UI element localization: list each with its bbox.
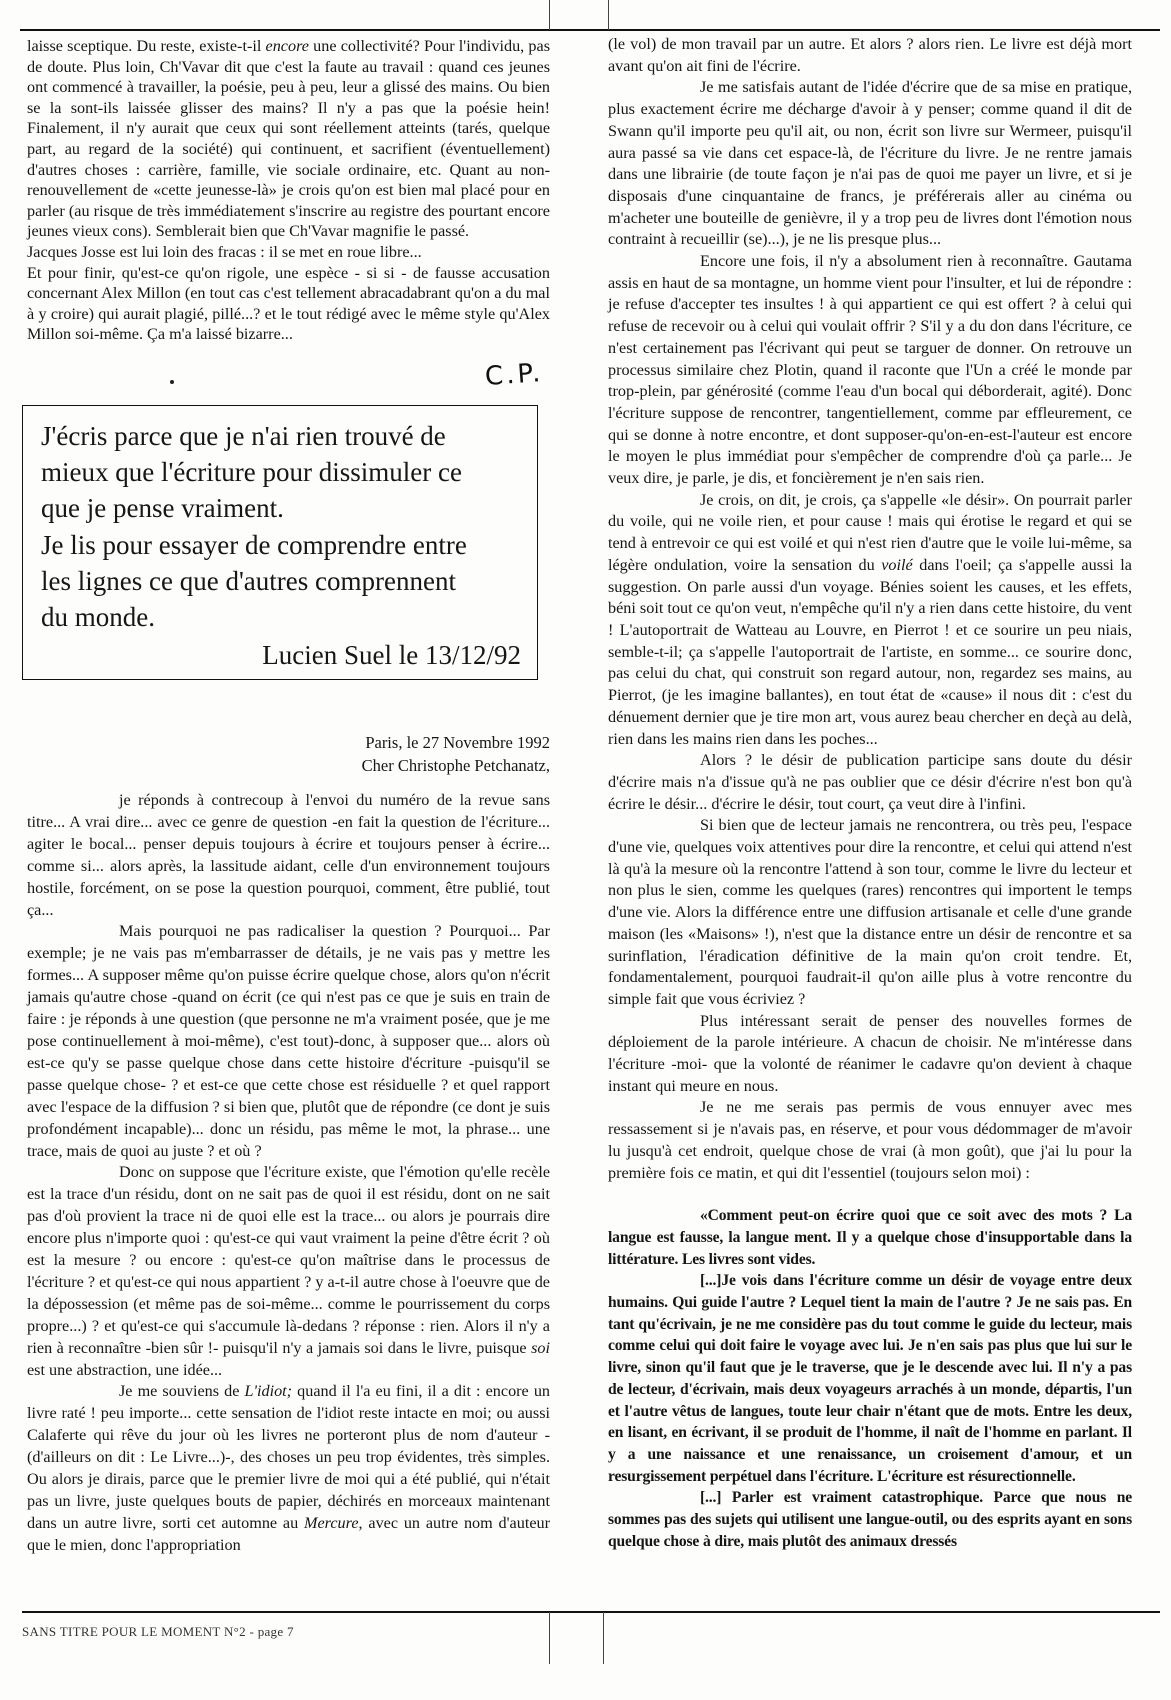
text-run: dans l'oeil; ça s'appelle aussi la suggestion. On parle aussi d'un voyage. Bénies soient les causes, et les effets, béni soit tout ce qu'on veut, n'empêche qu'il n'y a rien dans cette histoire, du vent ! L'autoportrait de Watteau au Louvre, en Pierrot ! et ce sourire un peu niais, semble-t-il; ça s'appelle l'autoportrait de l'artiste, en somme... ce sourire donc, pas celui du chat, qui construit son regard autour, non, regardez ses mains, au Pierrot, (je les imagine ballantes), en tout état de «cause» il nous dit : c'est du dénuement dernier que je tire mon art, vous aurez beau chercher en deçà au delà, rien dans les mains rien dans les poches... [608, 555, 1132, 748]
paragraph [608, 815, 1132, 1010]
paragraph [608, 1270, 1132, 1487]
bottom-gutter-mark-left [549, 1612, 550, 1664]
paragraph [608, 251, 1132, 490]
bottom-gutter-mark-right [603, 1612, 604, 1664]
text-run: [...] Parler est vraiment catastrophique. Parce que nous ne sommes pas des sujets qui utilisent une langue-outil, ou des esprits ayant en sons quelque chose à dire, mais plutôt des animaux dressés [608, 1489, 1132, 1550]
top-rule [20, 29, 1160, 31]
paragraph [608, 490, 1132, 750]
text-run: [...]Je vois dans l'écriture comme un désir de voyage entre deux humains. Qui guide l'autre ? Lequel tient la main de l'autre ? Je ne sais pas. En tant qu'écrivain, je ne me considère pas du tout comme le guide du lecteur, mais comme celui qui doit faire le voyage avec lui. Je n'en sais pas plus que lui sur le livre, sinon qu'il faut que je le traverse, que je le descende avec lui. Il n'y a pas de lecteur, d'écrivain, mais deux voyageurs arrachés à un monde, départis, l'un et l'autre vêtus de langues, toute leur chair n'étant que de mots. Entre les deux, en lisant, en écrivant, il se produit de l'homme, il naît de l'homme en parlant. Il y a une naissance et une renaissance, un croisement d'amour, et un resurgissement perpétuel dans l'écriture. L'écriture est résurectionnelle. [608, 1272, 1132, 1485]
paragraph [27, 263, 550, 345]
quote-line: les lignes ce que d'autres comprennent [41, 565, 456, 596]
text-run: Plus intéressant serait de penser des nouvelles formes de déploiement de la parole intérieure. A chacun de choisir. Ne m'intéresse dans l'écriture -moi- que la volonté de réanimer le cadavre qu'on devient à chaque instant qui meure en nous. [608, 1011, 1132, 1095]
text-run: une collectivité? Pour l'individu, pas de doute. Plus loin, Ch'Vavar dit que c'est la faute au travail : quand ces jeunes ont commencé à travailler, la poésie, peu à peu, leur a glissé des mains. Ou bien se la sont-ils laissée glisser des mains? Il n'y a pas que la poésie hein! Finalement, il n'y aurait que ceux qui sont réellement atteints (tarés, quelque part, au regard de la société) qui continuent, et sacrifient (éventuellement) d'autres choses : carrière, famille, vie sociale ordinaire, etc. Quant au non-renouvellement de «cette jeunesse-là» je crois qu'on est bien mal placé pour en parler (au risque de très immédiatement s'inscrire au registre des pourtant encore jeunes vieux cons). Semblerait bien que Ch'Vavar magnifie le passé. [27, 37, 550, 241]
separator-dot [170, 380, 174, 384]
text-run: , avec un autre nom d'auteur que le mien, donc l'appropriation [27, 1513, 551, 1554]
paragraph [608, 1011, 1132, 1098]
citation [608, 1205, 1132, 1552]
quote-line: mieux que l'écriture pour dissimuler ce [41, 457, 462, 488]
letter-body [27, 790, 550, 1557]
paragraph [608, 1097, 1132, 1184]
text-run: est une abstraction, une idée... [27, 1360, 223, 1379]
page-footer: SANS TITRE POUR LE MOMENT N°2 - page 7 [22, 1624, 294, 1639]
text-run: Jacques Josse est lui loin des fracas : il se met en roue libre... [27, 242, 422, 261]
paragraph [608, 77, 1132, 251]
text-run: Alors ? le désir de publication participe sans doute du désir d'écrire mais n'a d'issue qu'à ne pas oublier que ce désir d'écrire n'est bon qu'à écrire le désir... d'écrire le désir, tout court, ça veut dire à l'infini. [608, 751, 1132, 813]
text-run: Je me satisfais autant de l'idée d'écrire que de sa mise en pratique, plus exactement écrire me décharge d'avoir à y penser; comme quand il dit de Swann qu'il importe peu qu'il ait, ou non, écrit son livre sur Wermeer, puisqu'il aura passé sa vie dans cet espace-là, de l'écriture du livre. Je ne rentre jamais dans une librairie (de toute façon je n'ai pas de quoi me payer un livre, et si je disposais d'une cinquantaine de francs, je préférerais aller au cinéma ou m'acheter une bouteille de genièvre, il y a trop peu de livres dont l'émotion nous contraint à recueillir (se)...), je ne lis presque plus... [608, 78, 1132, 249]
top-gutter-mark-left [549, 0, 550, 30]
italic-text: encore [265, 37, 309, 55]
italic-text: voilé [881, 555, 913, 574]
quote-line: Je lis pour essayer de comprendre entre [41, 529, 467, 560]
handwritten-signature: C.P. [484, 358, 545, 392]
paragraph [27, 1162, 550, 1381]
letter-date: Paris, le 27 Novembre 1992 [365, 733, 550, 752]
text-run: Je crois, on dit, je crois, ça s'appelle «le désir». On pourrait parler du voile, qui ne voile rien, et pour cause ! mais qui érotise le regard et qui se tend à entrevoir ce qui est voilé et qui n'est rien d'autre que le voile lui-même, sa légère ondulation, voire la sensation du [608, 490, 1132, 574]
paragraph [27, 1381, 550, 1556]
text-run: Je me souviens de [119, 1382, 245, 1401]
paragraph [608, 750, 1132, 815]
text-run: «Comment peut-on écrire quoi que ce soit avec des mots ? La langue est fausse, la langue ment. Il y a quelque chose d'insupportable dans la littérature. Les livres sont vides. [608, 1207, 1132, 1268]
quote-signature: Lucien Suel le 13/12/92 [262, 640, 521, 671]
top-gutter-mark-right [608, 0, 609, 30]
paragraph [608, 1205, 1132, 1270]
italic-text: L'idiot; [244, 1382, 293, 1401]
text-run: Je ne me serais pas permis de vous ennuyer avec mes ressassement si je n'avais pas, en réserve, et pour vous dédommager de m'avoir lu jusqu'à cet endroit, quelque chose de vrai (à mon goût), que j'ai lu pour la première fois ce matin, et qui dit l'essentiel (toujours selon moi) : [608, 1098, 1132, 1182]
top-left-text [27, 36, 550, 345]
italic-text: Mercure [304, 1513, 359, 1532]
right-paragraphs [608, 34, 1132, 1184]
text-run: laisse sceptique. Du reste, existe-t-il [27, 37, 266, 55]
letter-salutation: Cher Christophe Petchanatz, [361, 756, 550, 775]
text-run: Et pour finir, qu'est-ce qu'on rigole, une espèce - si si - de fausse accusation concernant Alex Millon (en tout cas c'est tellement abracadabrant qu'on a du mal à y croire) qui aurait plagié, pillé...? et le tout rédigé avec le même style qu'Alex Millon soi-même. Ça m'a laissé bizarre... [27, 263, 550, 344]
quote-box [22, 405, 538, 680]
text-run: (le vol) de mon travail par un autre. Et alors ? alors rien. Le livre est déjà mort avant qu'on ait fini de l'écrire. [608, 35, 1132, 75]
spacer [608, 1184, 1132, 1205]
text-run: quand il l'a eu fini, il a dit : encore un livre raté ! peu importe... cette sensation de l'idiot reste intacte en moi; ou aussi Calaferte qui rêve du jour où les livres ne porteront plus de nom d'auteur -(d'ailleurs on dit : Le Livre...)-, des choses un peu trop évidentes, très simples. Ou alors je dirais, parce que le premier livre de moi qui a été publié, qui n'était pas un livre, juste quelques bouts de papier, déchirés en morceaux maintenant dans un autre livre, sorti cet automne au [27, 1382, 551, 1532]
paragraph [27, 242, 550, 263]
paragraph [608, 34, 1132, 77]
right-column [608, 34, 1132, 1553]
bottom-rule [22, 1611, 1160, 1613]
paragraph [27, 36, 550, 242]
text-run: Mais pourquoi ne pas radicaliser la question ? Pourquoi... Par exemple; je ne vais pas m'embarrasser de détails, je ne vais pas y mettre les formes... A supposer même qu'on puisse écrire quelque chose, alors qu'on n'écrit jamais qu'autre chose -quand on écrit (ce qui n'est pas ce que je suis en train de faire : je réponds à une question (que personne ne m'a vraiment posée, que je me pose continuellement à moi-même), c'est tout)-donc, à supposer que... alors où est-ce qu'y se passe quelque chose dans cette histoire d'écriture -puisqu'il se passe quelque chose- ? et est-ce que cette chose est résiduelle ? et quel rapport avec l'espace de la diffusion ? si bien que, plutôt que de répondre (ce dont je suis profondément incapable)... donc un résidu, pas même le mot, la phrase... une trace, mais de quoi au juste ? et où ? [27, 922, 550, 1160]
text-run: je réponds à contrecoup à l'envoi du numéro de la revue sans titre... A vrai dire... avec ce genre de question -en fait la question de l'écriture... agiter le bocal... penser depuis toujours à écrire et toujours penser à écrire... comme si... alors après, la lassitude aidant, celle d'un environnement toujours hostile, forcément, on se pose la question pourquoi, comment, être publié, tout ça... [27, 791, 550, 919]
quote-line: J'écris parce que je n'ai rien trouvé de [41, 421, 446, 451]
paragraph [27, 790, 550, 921]
paragraph [27, 921, 550, 1162]
quote-line: du monde. [41, 602, 155, 633]
text-run: Encore une fois, il n'y a absolument rien à reconnaître. Gautama assis en haut de sa montagne, un homme vient pour l'insulter, et lui de répondre : je refuse d'accepter tes insultes ! à qui appartient ce qui est offert ? à celui qui refuse de recevoir ou à celui qui voulait offrir ? S'il y a du don dans l'écriture, ce n'est certainement pas l'écrivant qui peut se targuer de donner. On retrouve un processus similaire chez Plotin, quand il raconte que l'Un a créé le monde par trop-plein, par générosité (comme l'eau d'un bocal qui déborderait, agité). Donc l'écriture suppose de rencontrer, tangentiellement, comme par effleurement, ce qui se donne à notre encontre, et dont supposer-qu'on-en-est-l'auteur est encore le moyen le plus immédiat pour s'empêcher de comprendre d'où ça parle... Je veux dire, je parle, je dis, et foncièrement je n'en sais rien. [608, 252, 1132, 488]
quote-line: que je pense vraiment. [41, 493, 284, 524]
text-run: Si bien que de lecteur jamais ne rencontrera, ou très peu, l'espace d'une vie, quelques voix attentives pour dire la rencontre, et celui qui attend n'est là qu'à la mesure où la rencontre l'attend à son tour, comme le livre du lecteur et non plus le sien, comme les quelques (rares) rencontres qui importent le temps d'une vie. Alors la différence entre une diffusion artisanale et celle d'une grande maison (les «Maisons» !), n'est que la distance entre un désir de rencontre et sa surinflation, l'éradication définitive de la main qu'on croit tendre. Et, fondamentalement, pourquoi faudrait-il qu'on aille plus à votre rencontre du simple fait que vous écriviez ? [608, 816, 1132, 1008]
italic-text: soi [531, 1338, 550, 1357]
paragraph [608, 1487, 1132, 1552]
text-run: Donc on suppose que l'écriture existe, que l'émotion qu'elle recèle est la trace d'un résidu, dont on ne sait pas de quoi il est résidu, dont on ne sait pas d'où provient la trace ni de quoi elle est la trace... ou alors je pourrais dire encore plus n'importe quoi : qu'est-ce qui vaut vraiment la peine d'être écrit ? où est la mesure ? ou encore : qu'est-ce qu'on maîtrise dans le processus de l'écriture ? et qu'est-ce qui nous appartient ? y a-t-il autre chose à l'oeuvre que de la dépossession (et même pas de soi-même... comme le pourrissement du corps propre...) ? et qu'est-ce qui s'accumule là-dedans ? réponse : rien. Alors il n'y a rien à reconnaître -bien sûr !- puisqu'il n'y a jamais soi dans le livre, puisque [27, 1163, 550, 1357]
